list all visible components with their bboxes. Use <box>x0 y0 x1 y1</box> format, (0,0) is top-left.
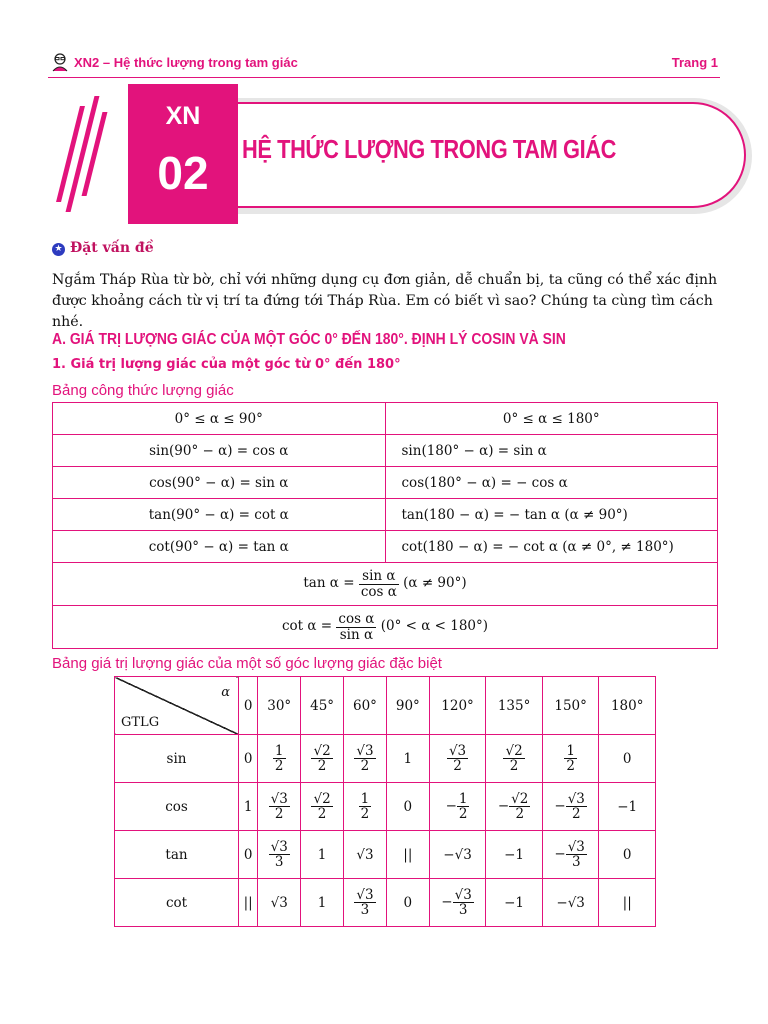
formula-cell: cos(180° − α) = − cos α <box>385 467 718 499</box>
value-cell: $\frac{1}{2}$ <box>344 783 387 831</box>
value-cell: || <box>599 879 656 927</box>
page-number: Trang 1 <box>671 55 718 70</box>
angle-header: 60° <box>344 677 387 735</box>
angle-header: 135° <box>486 677 543 735</box>
value-cell: || <box>386 831 429 879</box>
star-icon: ★ <box>52 243 65 256</box>
value-cell: 0 <box>386 783 429 831</box>
value-cell: $\frac{√3}{3}$ <box>344 879 387 927</box>
func-label: cos <box>115 783 239 831</box>
value-cell: $\frac{√3}{2}$ <box>429 735 486 783</box>
angle-header: 180° <box>599 677 656 735</box>
table-corner-cell: α GTLG <box>115 677 239 735</box>
header-title: XN2 – Hệ thức lượng trong tam giác <box>74 55 298 70</box>
func-label: cot <box>115 879 239 927</box>
angle-header: 30° <box>258 677 301 735</box>
special-values-table <box>114 676 656 927</box>
value-cell: $\frac{√3}{2}$ <box>344 735 387 783</box>
table-row <box>115 783 656 831</box>
value-cell: 1 <box>239 783 258 831</box>
value-cell: − $\frac{√3}{3}$ <box>429 879 486 927</box>
subsection-1-heading: 1. Giá trị lượng giác của một góc từ 0° đến 180° <box>52 357 401 372</box>
value-cell: − $\frac{1}{2}$ <box>429 783 486 831</box>
value-cell: −√3 <box>429 831 486 879</box>
intro-paragraph: Ngắm Tháp Rùa từ bờ, chỉ với những dụng cụ đơn giản, dễ chuẩn bị, ta cũng có thể xác định được khoảng cách từ vị trí ta đứng tới Tháp Rùa. Em có biết vì sao? Chúng ta cùng tìm cách nhé. <box>52 272 718 330</box>
value-cell: $\frac{√2}{2}$ <box>301 735 344 783</box>
formula-cell: sin(90° − α) = cos α <box>53 435 386 467</box>
value-cell: $\frac{1}{2}$ <box>542 735 599 783</box>
value-cell: $\frac{√3}{2}$ <box>258 783 301 831</box>
value-cell: 0 <box>386 879 429 927</box>
value-cell: −1 <box>486 879 543 927</box>
avatar-icon <box>50 52 70 72</box>
value-cell: $\frac{1}{2}$ <box>258 735 301 783</box>
formula-cell: cos(90° − α) = sin α <box>53 467 386 499</box>
angle-header: 0 <box>239 677 258 735</box>
section-a-heading: A. GIÁ TRỊ LƯỢNG GIÁC CỦA MỘT GÓC 0° ĐẾN 180°. ĐỊNH LÝ COSIN VÀ SIN <box>52 331 566 348</box>
value-cell: −1 <box>599 783 656 831</box>
table-row <box>115 879 656 927</box>
angle-header: 45° <box>301 677 344 735</box>
value-cell: −√3 <box>542 879 599 927</box>
formula-cell: cot(180 − α) = − cot α (α ≠ 0°, ≠ 180°) <box>385 531 718 563</box>
value-cell: 0 <box>599 735 656 783</box>
formula-cell: tan(180 − α) = − tan α (α ≠ 90°) <box>385 499 718 531</box>
formula-cell: sin(180° − α) = sin α <box>385 435 718 467</box>
value-cell: $\frac{√2}{2}$ <box>486 735 543 783</box>
formula-cell: cot(90° − α) = tan α <box>53 531 386 563</box>
chapter-banner <box>52 84 722 224</box>
angle-header: 90° <box>386 677 429 735</box>
chapter-code: XN <box>165 102 201 130</box>
func-label: tan <box>115 831 239 879</box>
value-cell: 0 <box>599 831 656 879</box>
value-cell: $\frac{√2}{2}$ <box>301 783 344 831</box>
value-cell: − $\frac{√3}{3}$ <box>542 831 599 879</box>
value-cell: 1 <box>386 735 429 783</box>
value-cell: $\frac{√3}{3}$ <box>258 831 301 879</box>
table-row <box>115 831 656 879</box>
value-cell: 1 <box>301 831 344 879</box>
value-cell: − $\frac{√3}{2}$ <box>542 783 599 831</box>
page-header <box>48 52 720 78</box>
value-cell: √3 <box>258 879 301 927</box>
formula-cell: tan(90° − α) = cot α <box>53 499 386 531</box>
func-label: sin <box>115 735 239 783</box>
table-row <box>115 735 656 783</box>
chapter-badge <box>128 84 238 224</box>
formula-header-left: 0° ≤ α ≤ 90° <box>53 403 386 435</box>
value-cell: 0 <box>239 735 258 783</box>
value-cell: −1 <box>486 831 543 879</box>
angle-header: 120° <box>429 677 486 735</box>
value-cell: − $\frac{√2}{2}$ <box>486 783 543 831</box>
formula-table <box>52 402 718 649</box>
value-cell: || <box>239 879 258 927</box>
tan-quotient-formula: tan α = $\frac{\text{sin α}}{\text{cos α}}$ (α ≠ 90°) <box>53 563 718 606</box>
angle-header: 150° <box>542 677 599 735</box>
formula-header-right: 0° ≤ α ≤ 180° <box>385 403 718 435</box>
chapter-number: 02 <box>157 147 209 199</box>
value-cell: √3 <box>344 831 387 879</box>
value-cell: 0 <box>239 831 258 879</box>
value-cell: 1 <box>301 879 344 927</box>
intro-heading: ★ Đặt vấn đề <box>52 240 154 256</box>
formula-table-caption: Bảng công thức lượng giác <box>52 382 234 399</box>
chapter-title: HỆ THỨC LƯỢNG TRONG TAM GIÁC <box>242 134 616 164</box>
cot-quotient-formula: cot α = $\frac{\text{cos α}}{\text{sin α}}$ (0° < α < 180°) <box>53 606 718 649</box>
special-table-caption: Bảng giá trị lượng giác của một số góc lượng giác đặc biệt <box>52 655 442 672</box>
